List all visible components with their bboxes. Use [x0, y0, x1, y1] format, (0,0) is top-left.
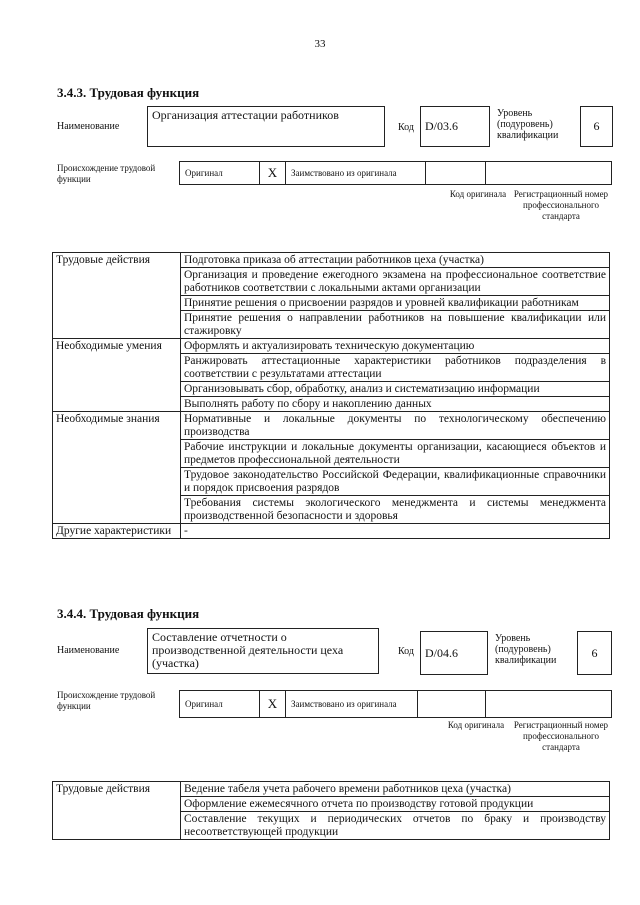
- table-cell: Принятие решения о присвоении разрядов и уровней квалификации работникам: [181, 296, 610, 311]
- name-label: Наименование: [57, 121, 120, 132]
- borrowed-label: Заимствовано из оригинала: [286, 162, 426, 184]
- labor-function-table: [52, 781, 610, 840]
- table-cell: Нормативные и локальные документы по технологическому обеспечению производства: [181, 412, 610, 440]
- level-label: Уровень (подуровень) квалификации: [495, 633, 557, 666]
- page-number: 33: [314, 38, 326, 50]
- level-label: Уровень (подуровень) квалификации: [497, 108, 559, 141]
- table-row: [53, 339, 610, 354]
- level-field: 6: [580, 106, 613, 147]
- table-cell: Ранжировать аттестационные характеристики работников подразделения в соответствии с результатами аттестации: [181, 354, 610, 382]
- code-original-caption: Код оригинала: [447, 720, 505, 730]
- origin-table: [179, 161, 612, 185]
- table-cell: Организация и проведение ежегодного экзамена на профессиональное соответствие работников соответствии с локальными актами организации: [181, 268, 610, 296]
- borrowed-label: Заимствовано из оригинала: [286, 691, 418, 717]
- table-row: [53, 253, 610, 268]
- code-original-cell: [426, 162, 486, 184]
- row-label: Необходимые умения: [53, 339, 181, 412]
- table-cell: Ведение табеля учета рабочего времени работников цеха (участка): [181, 782, 610, 797]
- reg-number-cell: [486, 691, 611, 717]
- level-field: 6: [577, 631, 612, 675]
- row-label: Необходимые знания: [53, 412, 181, 524]
- code-field: D/04.6: [420, 631, 488, 675]
- original-label: Оригинал: [180, 162, 260, 184]
- section-title: 3.4.3. Трудовая функция: [57, 85, 200, 100]
- section-title: 3.4.4. Трудовая функция: [57, 606, 200, 621]
- table-cell: Оформлять и актуализировать техническую документацию: [181, 339, 610, 354]
- table-cell: Подготовка приказа об аттестации работников цеха (участка): [181, 253, 610, 268]
- table-cell: Принятие решения о направлении работников на повышение квалификации или стажировку: [181, 311, 610, 339]
- name-label: Наименование: [57, 645, 120, 656]
- table-row: [53, 524, 610, 539]
- original-label: Оригинал: [180, 691, 260, 717]
- table-row: [53, 412, 610, 440]
- table-cell: Составление текущих и периодических отчетов по браку и производству несоответствующей продукции: [181, 812, 610, 840]
- origin-label: Происхождение трудовой функции: [57, 690, 156, 711]
- labor-function-table: [52, 252, 610, 539]
- original-mark: X: [260, 691, 286, 717]
- code-label: Код: [398, 122, 414, 133]
- name-field: Организация аттестации работников: [147, 106, 385, 147]
- table-cell: Оформление ежемесячного отчета по производству готовой продукции: [181, 797, 610, 812]
- table-cell: Требования системы экологического менеджмента и системы менеджмента производственной безопасности и здоровья: [181, 496, 610, 524]
- origin-table: [179, 690, 612, 718]
- original-mark: X: [260, 162, 286, 184]
- reg-number-caption: Регистрационный номер профессионального стандарта: [513, 720, 609, 752]
- table-row: [53, 782, 610, 797]
- code-field: D/03.6: [420, 106, 490, 147]
- table-cell: Выполнять работу по сбору и накоплению данных: [181, 397, 610, 412]
- reg-number-caption: Регистрационный номер профессионального стандарта: [513, 189, 609, 221]
- row-label: Другие характеристики: [53, 524, 181, 539]
- table-cell: -: [181, 524, 610, 539]
- table-cell: Организовывать сбор, обработку, анализ и систематизацию информации: [181, 382, 610, 397]
- code-original-caption: Код оригинала: [449, 189, 507, 199]
- row-label: Трудовые действия: [53, 782, 181, 840]
- code-label: Код: [398, 646, 414, 657]
- code-original-cell: [418, 691, 486, 717]
- row-label: Трудовые действия: [53, 253, 181, 339]
- table-cell: Рабочие инструкции и локальные документы организации, касающиеся объектов и предметов профессиональной деятельности: [181, 440, 610, 468]
- origin-label: Происхождение трудовой функции: [57, 163, 156, 184]
- reg-number-cell: [486, 162, 611, 184]
- table-cell: Трудовое законодательство Российской Федерации, квалификационные справочники и порядок присвоения разрядов: [181, 468, 610, 496]
- name-field: Составление отчетности о производственной деятельности цеха (участка): [147, 628, 379, 674]
